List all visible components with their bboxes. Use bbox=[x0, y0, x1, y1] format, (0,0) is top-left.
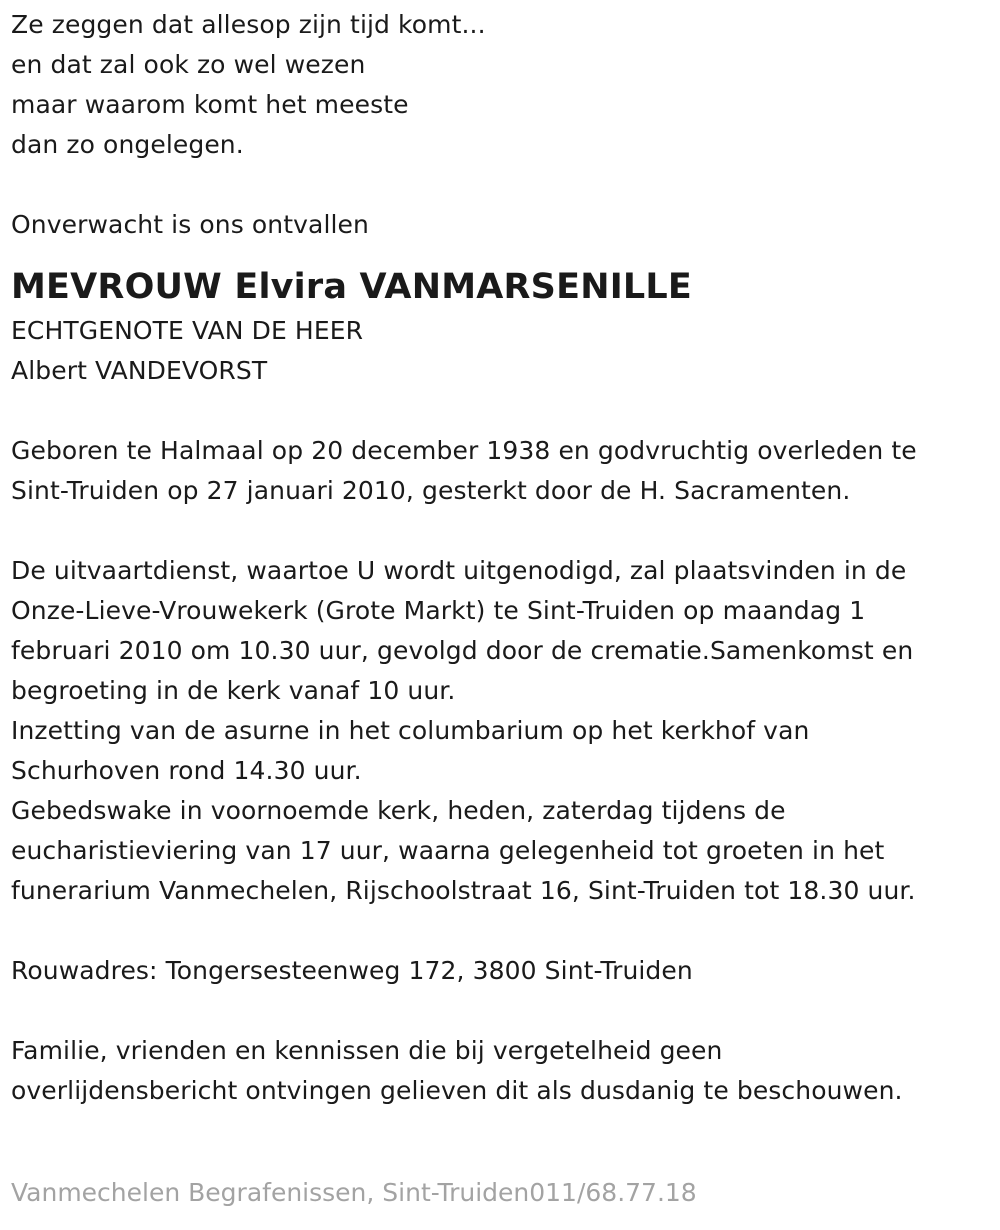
poem-line: en dat zal ook zo wel wezen bbox=[11, 50, 366, 79]
poem-line: dan zo ongelegen. bbox=[11, 130, 244, 159]
spacer bbox=[11, 391, 986, 431]
paragraph-line: Schurhoven rond 14.30 uur. bbox=[11, 756, 362, 785]
spacer bbox=[11, 511, 986, 551]
closing-paragraph bbox=[11, 1031, 986, 1111]
mourning-address: Rouwadres: Tongersesteenweg 172, 3800 Sint-Truiden bbox=[11, 956, 693, 985]
intro-text: Onverwacht is ons ontvallen bbox=[11, 210, 369, 239]
spouse-line: ECHTGENOTE VAN DE HEER bbox=[11, 316, 364, 345]
paragraph-line: De uitvaartdienst, waartoe U wordt uitgenodigd, zal plaatsvinden in de bbox=[11, 556, 907, 585]
funeral-home-footer: Vanmechelen Begrafenissen, Sint-Truiden011/68.77.18 bbox=[11, 1178, 697, 1207]
spacer bbox=[11, 911, 986, 951]
paragraph-line: Sint-Truiden op 27 januari 2010, gesterkt door de H. Sacramenten. bbox=[11, 476, 851, 505]
paragraph-line: Familie, vrienden en kennissen die bij vergetelheid geen bbox=[11, 1036, 723, 1065]
paragraph-line: Inzetting van de asurne in het columbarium op het kerkhof van bbox=[11, 716, 810, 745]
paragraph-line: februari 2010 om 10.30 uur, gevolgd door de crematie.Samenkomst en bbox=[11, 636, 914, 665]
birth-death-paragraph bbox=[11, 431, 986, 511]
spacer bbox=[11, 165, 986, 205]
deceased-name: MEVROUW Elvira VANMARSENILLE bbox=[11, 267, 693, 307]
paragraph-line: Onze-Lieve-Vrouwekerk (Grote Markt) te Sint-Truiden op maandag 1 bbox=[11, 596, 866, 625]
paragraph-line: Geboren te Halmaal op 20 december 1938 en godvruchtig overleden te bbox=[11, 436, 917, 465]
paragraph-line: funerarium Vanmechelen, Rijschoolstraat 16, Sint-Truiden tot 18.30 uur. bbox=[11, 876, 916, 905]
paragraph-line: begroeting in de kerk vanaf 10 uur. bbox=[11, 676, 456, 705]
spouse-line: Albert VANDEVORST bbox=[11, 356, 268, 385]
paragraph-line: eucharistieviering van 17 uur, waarna gelegenheid tot groeten in het bbox=[11, 836, 885, 865]
spacer bbox=[11, 991, 986, 1031]
paragraph-line: Gebedswake in voornoemde kerk, heden, zaterdag tijdens de bbox=[11, 796, 786, 825]
poem-line: maar waarom komt het meeste bbox=[11, 90, 409, 119]
poem bbox=[11, 5, 986, 165]
paragraph-line: overlijdensbericht ontvingen gelieven dit als dusdanig te beschouwen. bbox=[11, 1076, 903, 1105]
service-paragraph bbox=[11, 551, 986, 911]
obituary-document bbox=[11, 5, 986, 1111]
spouse-block bbox=[11, 311, 986, 391]
poem-line: Ze zeggen dat allesop zijn tijd komt... bbox=[11, 10, 486, 39]
